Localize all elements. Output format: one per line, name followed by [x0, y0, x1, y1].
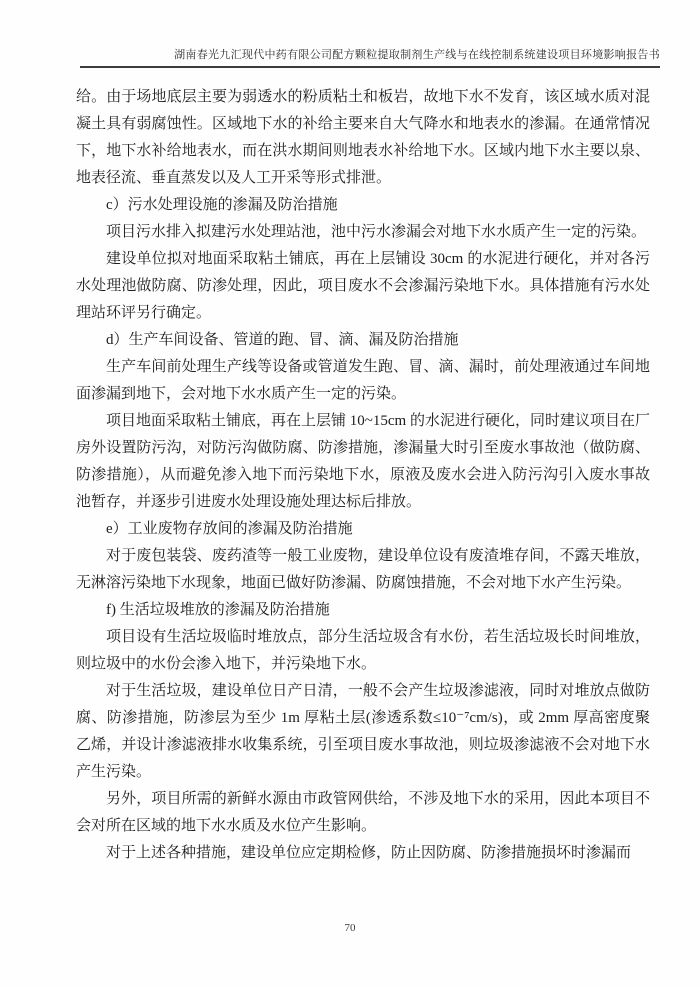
paragraph: 项目地面采取粘土铺底，再在上层铺 10~15cm 的水泥进行硬化，同时建议项目在厂房外设置防污沟，对防污沟做防腐、防渗措施，渗漏量大时引至废水事故池（做防腐、防渗措施），从而避免渗入地下而污染地下水，原液及废水会进入防污沟引入废水事故池暂存，并逐步引进废水处理设施处理达标后排放。 [76, 413, 650, 510]
paragraph: 对于废包装袋、废药渣等一般工业废物，建设单位设有废渣堆存间，不露天堆放，无淋溶污染地下水现象，地面已做好防渗漏、防腐蚀措施，不会对地下水产生污染。 [76, 548, 650, 591]
paragraph: 另外，项目所需的新鲜水源由市政管网供给，不涉及地下水的采用，因此本项目不会对所在区域的地下水水质及水位产生影响。 [76, 791, 650, 834]
section-heading: c）污水处理设施的渗漏及防治措施 [106, 197, 338, 213]
page-footer [0, 922, 700, 934]
section-heading: f) 生活垃圾堆放的渗漏及防治措施 [106, 602, 330, 618]
page-number: 70 [344, 922, 356, 934]
document-body [76, 84, 650, 867]
page-header [80, 47, 660, 68]
paragraph: 生产车间前处理生产线等设备或管道发生跑、冒、滴、漏时，前处理液通过车间地面渗漏到地下，会对地下水水质产生一定的污染。 [76, 359, 650, 402]
paragraph: 项目设有生活垃圾临时堆放点，部分生活垃圾含有水份，若生活垃圾长时间堆放，则垃圾中的水份会渗入地下，并污染地下水。 [76, 629, 650, 672]
paragraph: 建设单位拟对地面采取粘土铺底，再在上层铺设 30cm 的水泥进行硬化，并对各污水处理池做防腐、防渗处理，因此，项目废水不会渗漏污染地下水。具体措施有污水处理站环评另行确定。 [76, 251, 650, 321]
section-heading: d）生产车间设备、管道的跑、冒、滴、漏及防治措施 [106, 332, 459, 348]
paragraph: 对于上述各种措施，建设单位应定期检修，防止因防腐、防渗措施损坏时渗漏而 [106, 845, 632, 861]
section-heading: e）工业废物存放间的渗漏及防治措施 [106, 521, 353, 537]
paragraph: 项目污水排入拟建污水处理站池，池中污水渗漏会对地下水水质产生一定的污染。 [106, 224, 647, 240]
paragraph: 给。由于场地底层主要为弱透水的粉质粘土和板岩，故地下水不发育，该区域水质对混凝土具有弱腐蚀性。区域地下水的补给主要来自大气降水和地表水的渗漏。在通常情况下，地下水补给地表水，而在洪水期间则地表水补给地下水。区域内地下水主要以泉、地表径流、垂直蒸发以及人工开采等形式排泄。 [76, 89, 650, 186]
paragraph: 对于生活垃圾，建设单位日产日清，一般不会产生垃圾渗滤液，同时对堆放点做防腐、防渗措施，防渗层为至少 1m 厚粘土层(渗透系数≤10⁻⁷cm/s)，或 2mm 厚高密度聚乙烯，并设计渗滤液排水收集系统，引至项目废水事故池，则垃圾渗滤液不会对地下水产生污染。 [76, 683, 650, 780]
header-title: 湖南春光九汇现代中药有限公司配方颗粒提取制剂生产线与在线控制系统建设项目环境影响报告书 [174, 49, 660, 61]
